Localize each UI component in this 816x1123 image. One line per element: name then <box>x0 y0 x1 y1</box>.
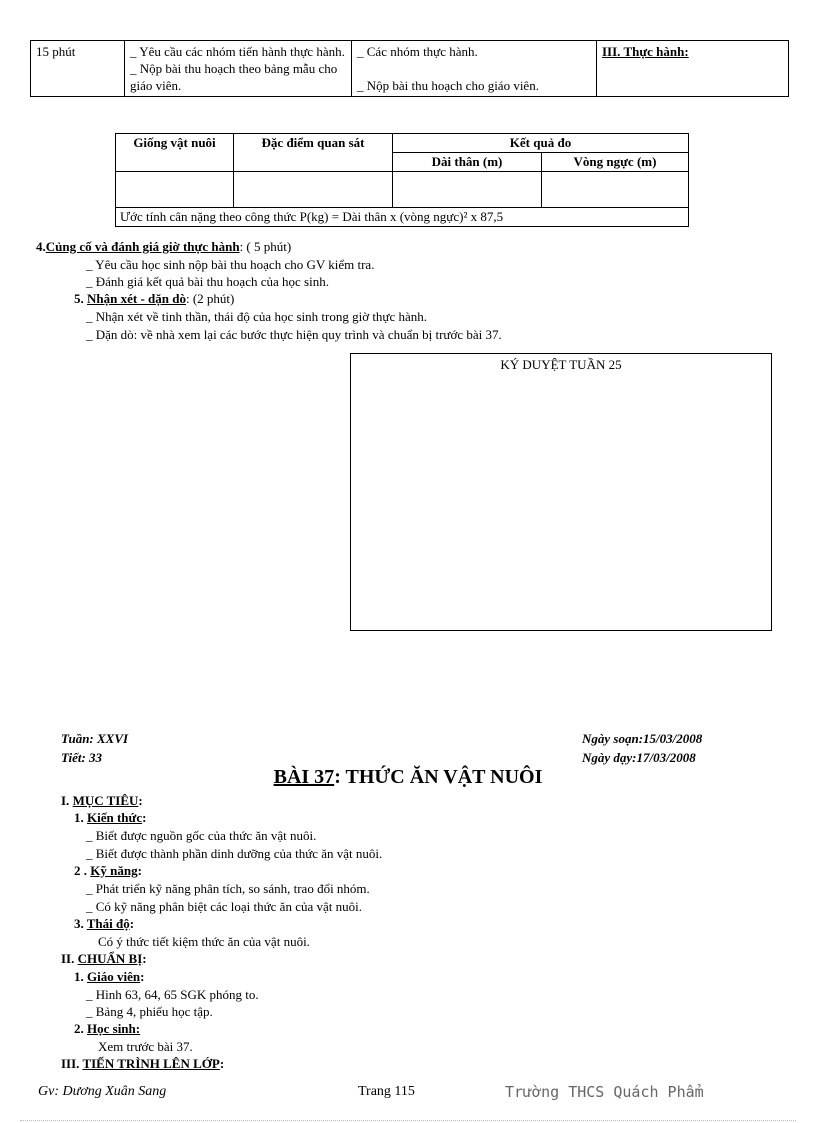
footer-page-number: Trang 115 <box>358 1084 415 1099</box>
heading-text: CHUẨN BỊ <box>77 951 143 966</box>
list-item: _ Đánh giá kết quả bài thu hoạch của học sinh. <box>86 274 329 289</box>
table-row <box>116 208 689 227</box>
heading-text: Kỹ năng <box>90 863 138 878</box>
table-cell <box>234 172 393 208</box>
heading-number: III. <box>61 1056 80 1071</box>
student-text: Xem trước bài 37. <box>98 1039 193 1054</box>
heading-text: Thái độ <box>86 916 130 931</box>
list-item: _ Biết được thành phần dinh dưỡng của thức ăn vật nuôi. <box>86 846 383 861</box>
table-cell <box>393 172 542 208</box>
list-item: _ Bảng 4, phiếu học tập. <box>86 1004 213 1019</box>
list-item: _ Nhận xét về tinh thần, thái độ của học sinh trong giờ thực hành. <box>86 309 428 324</box>
table-row <box>31 41 789 97</box>
lesson-number: BÀI 37 <box>273 766 335 788</box>
header-feature: Đặc điểm quan sát <box>234 134 393 172</box>
section-title: Củng cố và đánh giá giờ thực hành <box>45 239 240 254</box>
activity-table <box>30 40 789 97</box>
heading-text: MỤC TIÊU <box>72 793 139 808</box>
heading-text: TIẾN TRÌNH LÊN LỚP <box>82 1056 220 1071</box>
table-row <box>116 172 689 208</box>
objectives-heading: I. MỤC TIÊU: <box>61 793 143 808</box>
student-heading <box>74 1020 140 1037</box>
heading-number: 2 . <box>74 863 87 878</box>
attitude-text: Có ý thức tiết kiệm thức ăn của vật nuôi. <box>98 934 310 949</box>
student-activity-line: _ Nộp bài thu hoạch cho giáo viên. <box>357 78 539 93</box>
lesson-name: : THỨC ĂN VẬT NUÔI <box>334 766 543 788</box>
section-number: 4. <box>36 239 46 254</box>
heading-text: Học sinh: <box>87 1021 141 1036</box>
teacher-heading: 1. Giáo viên: <box>74 969 145 984</box>
observation-table <box>115 133 689 227</box>
content-cell <box>597 41 789 97</box>
lesson-title <box>0 766 816 789</box>
student-activity-line: _ Các nhóm thực hành. <box>357 44 478 59</box>
table-cell <box>116 172 234 208</box>
time-cell <box>31 41 125 97</box>
header-length: Dài thân (m) <box>393 153 542 172</box>
table-row <box>116 134 689 153</box>
heading-text: Kiến thức <box>87 810 143 825</box>
attitude-heading: 3. Thái độ: <box>74 916 135 931</box>
heading-number: I. <box>61 793 70 808</box>
time-text: 15 phút <box>36 44 76 59</box>
table-cell <box>542 172 689 208</box>
list-item: _ Yêu cầu học sinh nộp bài thu hoạch cho GV kiểm tra. <box>86 257 375 272</box>
list-item: _ Dặn dò: về nhà xem lại các bước thực hiện quy trình và chuẩn bị trước bài 37. <box>86 327 502 342</box>
footer-author: Gv: Dương Xuân Sang <box>38 1084 167 1099</box>
list-item: _ Biết được nguồn gốc của thức ăn vật nuôi. <box>86 828 317 843</box>
footer-divider <box>20 1120 796 1121</box>
heading-text: Giáo viên <box>87 969 141 984</box>
formula-cell: Ước tính cân nặng theo công thức P(kg) = Dài thân x (vòng ngực)² x 87,5 <box>116 208 689 227</box>
heading-number: 1. <box>74 969 84 984</box>
teacher-activity-line: _ Nộp bài thu hoạch theo bảng mẫu cho giáo viên. <box>130 61 338 93</box>
knowledge-heading: 1. Kiến thức: <box>74 810 147 825</box>
footer-school: Trường THCS Quách Phẩm <box>505 1083 704 1101</box>
section-time: : (2 phút) <box>185 291 235 306</box>
section-title: Nhận xét - dặn dò <box>87 291 186 306</box>
preparation-heading: II. CHUẨN BỊ: <box>61 951 147 966</box>
section-label: III. Thực hành: <box>602 44 689 59</box>
approval-title: KÝ DUYỆT TUẦN 25 <box>500 357 622 372</box>
date-prepared: Ngày soạn:15/03/2008 <box>582 731 703 746</box>
header-chest: Vòng ngực (m) <box>542 153 689 172</box>
heading-number: 3. <box>74 916 84 931</box>
list-item: _ Có kỹ năng phân biệt các loại thức ăn của vật nuôi. <box>86 899 362 914</box>
section-number: 5. <box>74 291 84 306</box>
teacher-activity-line: _ Yêu cầu các nhóm tiến hành thực hành. <box>130 44 345 59</box>
heading-number: 1. <box>74 810 84 825</box>
skills-heading: 2 . Kỹ năng: <box>74 863 142 878</box>
teacher-activity-cell <box>125 41 352 97</box>
approval-box <box>350 353 772 631</box>
student-activity-cell <box>352 41 597 97</box>
week-label: Tuần: XXVI <box>61 731 129 746</box>
heading-number: II. <box>61 951 75 966</box>
consolidate-heading <box>36 238 291 255</box>
procedure-heading: III. TIẾN TRÌNH LÊN LỚP: <box>61 1056 225 1071</box>
date-taught: Ngày dạy:17/03/2008 <box>582 750 696 765</box>
review-heading <box>74 290 234 307</box>
period-label: Tiết: 33 <box>61 750 103 765</box>
header-result: Kết quả đo <box>393 134 689 153</box>
header-breed: Giống vật nuôi <box>116 134 234 172</box>
list-item: _ Phát triển kỹ năng phân tích, so sánh, trao đổi nhóm. <box>86 881 370 896</box>
heading-number: 2. <box>74 1021 84 1036</box>
list-item: _ Hình 63, 64, 65 SGK phóng to. <box>86 987 259 1002</box>
section-time: : ( 5 phút) <box>239 239 292 254</box>
